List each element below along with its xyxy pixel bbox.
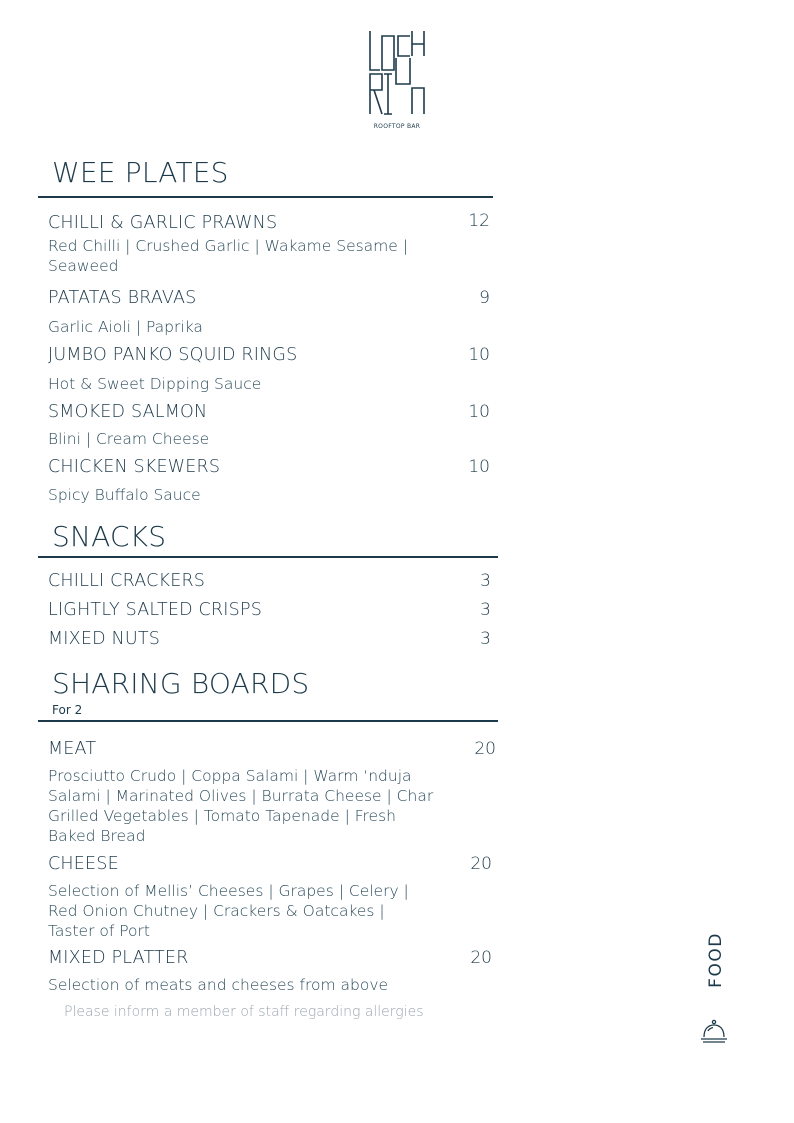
item-name: CHEESE xyxy=(48,854,119,874)
section-divider xyxy=(38,720,498,722)
item-name: CHICKEN SKEWERS xyxy=(48,457,221,477)
cloche-icon xyxy=(700,1018,728,1044)
item-name: SMOKED SALMON xyxy=(48,402,208,422)
item-price: 3 xyxy=(480,629,491,649)
item-name: MIXED PLATTER xyxy=(48,948,189,968)
section-divider xyxy=(38,556,498,558)
section-title-wee-plates: WEE PLATES xyxy=(52,156,229,189)
item-price: 12 xyxy=(468,211,490,231)
section-subtitle: For 2 xyxy=(52,703,83,717)
item-price: 10 xyxy=(468,457,490,477)
item-description: Blini | Cream Cheese xyxy=(48,430,210,448)
section-divider xyxy=(38,196,493,198)
item-name: LIGHTLY SALTED CRISPS xyxy=(48,600,263,620)
item-description: Selection of Mellis’ Cheeses | Grapes | Celery | Red Onion Chutney | Crackers & Oatcakes | Taster of Port xyxy=(48,882,409,940)
item-name: CHILLI & GARLIC PRAWNS xyxy=(48,213,278,233)
item-description: Prosciutto Crudo | Coppa Salami | Warm ‘nduja Salami | Marinated Olives | Burrata Cheese | Char Grilled Vegetables | Tomato Tapenade | Fresh Baked Bread xyxy=(48,767,434,845)
logo-tagline: ROOFTOP BAR xyxy=(373,123,421,130)
item-name: CHILLI CRACKERS xyxy=(48,571,206,591)
section-title-sharing-boards: SHARING BOARDS xyxy=(52,667,310,700)
item-name: MEAT xyxy=(48,739,97,759)
food-side-label: FOOD xyxy=(706,932,726,988)
item-description: Selection of meats and cheeses from above xyxy=(48,976,389,994)
item-name: JUMBO PANKO SQUID RINGS xyxy=(48,345,298,365)
item-description: Hot & Sweet Dipping Sauce xyxy=(48,375,262,393)
item-price: 10 xyxy=(468,402,490,422)
item-price: 3 xyxy=(480,600,491,620)
lochrin-logo xyxy=(366,28,428,132)
item-price: 10 xyxy=(468,345,490,365)
item-name: PATATAS BRAVAS xyxy=(48,288,197,308)
logo-lettermark xyxy=(366,28,428,118)
item-price: 3 xyxy=(480,571,491,591)
item-price: 20 xyxy=(470,854,492,874)
item-price: 20 xyxy=(474,739,496,759)
item-price: 20 xyxy=(470,948,492,968)
item-description: Garlic Aioli | Paprika xyxy=(48,318,203,336)
allergy-note: Please inform a member of staff regarding allergies xyxy=(64,1004,424,1020)
section-title-snacks: SNACKS xyxy=(52,520,167,553)
item-description: Red Chilli | Crushed Garlic | Wakame Sesame | Seaweed xyxy=(48,237,408,275)
item-description: Spicy Buffalo Sauce xyxy=(48,486,201,504)
item-price: 9 xyxy=(479,288,490,308)
item-name: MIXED NUTS xyxy=(48,629,161,649)
